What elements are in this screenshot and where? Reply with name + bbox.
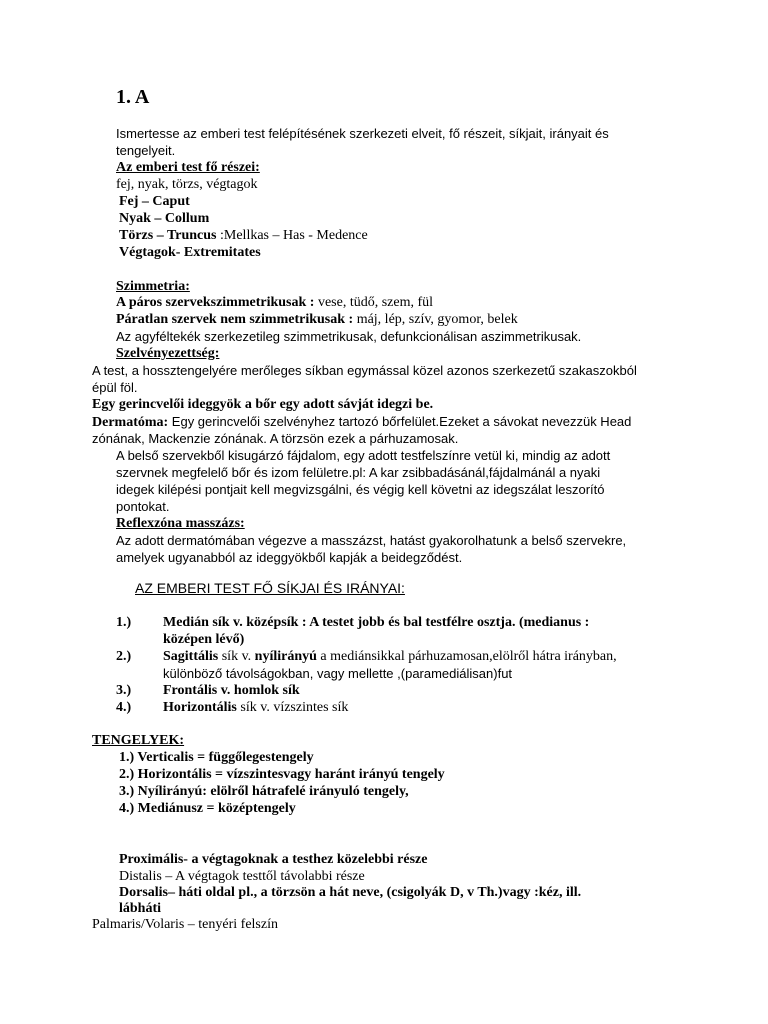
segment-line-2: épül föl. [92, 380, 138, 395]
intro-line-2: tengelyeit. [116, 143, 176, 158]
pain-line-2: szervnek megfelelő bőr és izom felületre.pl: A kar zsibbadásánál,fájdalmánál a nyaki [116, 465, 601, 480]
parts-heading: Az emberi test fő részei: [116, 160, 260, 175]
plane-1-text-2: középen lévő) [163, 632, 245, 647]
symmetry-heading: Szimmetria: [116, 279, 190, 294]
part-torzs [119, 227, 368, 244]
plane-3-number: 3.) [116, 683, 132, 698]
axis-item-1: 1.) Verticalis = függőlegestengely [119, 750, 314, 765]
direction-proximal: Proximális- a végtagoknak a testhez közelebbi része [119, 852, 428, 867]
symmetry-paired [116, 294, 433, 311]
direction-palmar: Palmaris/Volaris – tenyéri felszín [92, 917, 278, 932]
plane-2-bold-2: nyílirányú [254, 649, 317, 664]
reflex-line-1: Az adott dermatómában végezve a masszázst, hatást gyakorolhatunk a belső szervekre, [116, 533, 627, 548]
dermatome-line-2: zónának, Mackenzie zónának. A törzsön ezek a párhuzamosak. [92, 431, 459, 446]
axis-item-4: 4.) Mediánusz = középtengely [119, 801, 296, 816]
symmetry-paired-bold: A páros szervekszimmetrikusak : [116, 295, 315, 310]
plane-2-text [163, 648, 617, 665]
segment-heading: Szelvényezettség: [116, 346, 220, 361]
plane-2-bold: Sagittális [163, 649, 219, 664]
plane-3-text: Frontális v. homlok sík [163, 683, 300, 698]
reflex-heading: Reflexzóna masszázs: [116, 516, 245, 531]
plane-2-number: 2.) [116, 649, 132, 664]
pain-line-3: idegek kilépési pontjait kell megvizsgálni, és végig kell követni az idegszálat leszorító [116, 482, 605, 497]
symmetry-paired-rest: vese, tüdő, szem, fül [314, 295, 434, 310]
reflex-line-2: amelyek ugyanabból az ideggyökből kapják a beidegződést. [116, 550, 463, 565]
plane-2-text-2: különböző távolságokban, vagy mellette ,(paramediálisan)fut [163, 666, 513, 681]
segment-line-1: A test, a hossztengelyére merőleges síkban egymással közel azonos szerkezetű szakaszokból [92, 363, 637, 378]
part-torzs-rest: :Mellkas – Has - Medence [216, 228, 368, 243]
symmetry-unpaired-rest: máj, lép, szív, gyomor, belek [353, 312, 518, 327]
planes-heading: AZ EMBERI TEST FŐ SÍKJAI ÉS IRÁNYAI: [135, 580, 405, 596]
dermatome-rest: Egy gerincvelői szelvényhez tartozó bőrfelület.Ezeket a sávokat nevezzük Head [168, 414, 632, 429]
plane-4-rest: sík v. vízszintes sík [236, 700, 349, 715]
symmetry-hemispheres: Az agyféltekék szerkezetileg szimmetrikusak, defunkcionálisan aszimmetrikusak. [116, 329, 582, 344]
axis-item-3: 3.) Nyílirányú: elölről hátrafelé irányuló tengely, [119, 784, 409, 799]
parts-list: fej, nyak, törzs, végtagok [116, 177, 258, 192]
direction-dorsal-2: lábháti [119, 901, 162, 916]
part-fej: Fej – Caput [119, 194, 190, 209]
symmetry-unpaired [116, 311, 518, 328]
axes-heading: TENGELYEK: [92, 733, 185, 748]
plane-4-number: 4.) [116, 700, 132, 715]
part-nyak: Nyak – Collum [119, 211, 210, 226]
intro-line-1: Ismertesse az emberi test felépítésének szerkezeti elveit, fő részeit, síkjait, irányait és [116, 126, 609, 141]
part-vegtagok: Végtagok- Extremitates [119, 245, 261, 260]
dermatome-label: Dermatóma: [92, 415, 169, 430]
plane-2-rest-2: a mediánsikkal párhuzamosan,elölről hátra irányban, [316, 649, 617, 664]
page-title: 1. A [116, 86, 150, 108]
plane-2-rest: sík v. [218, 649, 255, 664]
dermatome-line-1 [92, 413, 631, 431]
plane-1-text: Medián sík v. középsík : A testet jobb és bal testfélre osztja. (medianus : [163, 615, 590, 630]
pain-line-1: A belső szervekből kisugárzó fájdalom, egy adott testfelszínre vetül ki, mindig az adott [116, 448, 611, 463]
part-torzs-bold: Törzs – Truncus [119, 228, 217, 243]
plane-4-bold: Horizontális [163, 700, 237, 715]
plane-4-text [163, 699, 348, 716]
pain-line-4: pontokat. [116, 499, 170, 514]
direction-dorsal: Dorsalis– háti oldal pl., a törzsön a hát neve, (csigolyák D, v Th.)vagy :kéz, ill. [119, 885, 582, 900]
axis-item-2: 2.) Horizontális = vízszintesvagy haránt irányú tengely [119, 767, 445, 782]
symmetry-unpaired-bold: Páratlan szervek nem szimmetrikusak : [116, 312, 354, 327]
direction-distal: Distalis – A végtagok testtől távolabbi része [119, 869, 365, 884]
plane-1-number: 1.) [116, 615, 132, 630]
segment-bold-line: Egy gerincvelői ideggyök a bőr egy adott sávját idegzi be. [92, 397, 434, 412]
